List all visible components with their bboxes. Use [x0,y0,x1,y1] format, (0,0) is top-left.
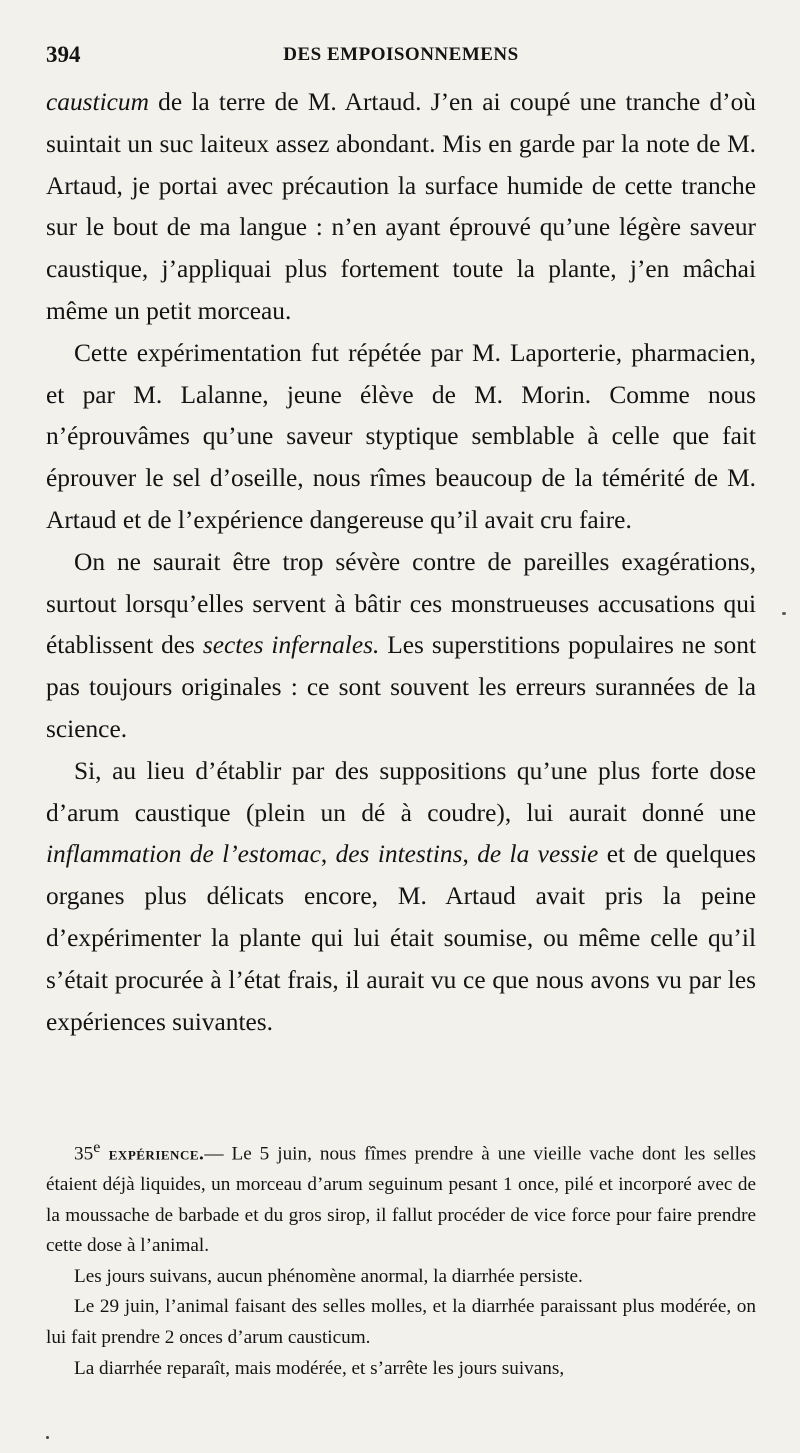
italic-term: sectes infernales. [202,631,380,660]
paragraph-1 [46,82,756,333]
note-paragraph: Le 29 juin, l’animal faisant des selles molles, et la diarrhée paraissant plus modérée, on lui fait prendre 2 onces d’arum causticum. [46,1296,756,1348]
note-paragraph: La diarrhée reparaît, mais modérée, et s’arrête les jours suivans, [74,1357,565,1379]
paragraph-text: Les superstitions populaires ne sont pas toujours originales : ce sont souvent les erreurs surannées de la science. [46,631,757,743]
paragraph-text: On ne saurait être trop sévère contre de pareilles exagérations, surtout lorsqu’elles servent à bâtir ces monstrueuses accusations qui établissent des [46,547,756,660]
experiment-35 [46,1133,756,1262]
paragraph-2: Cette expérimentation fut répétée par M. Laporterie, pharmacien, et par M. Lalanne, jeune élève de M. Morin. Comme nous n’éprouvâmes qu’une saveur styptique semblable à celle que fait éprouver le sel d’oseille, nous rîmes beaucoup de la témérité de M. Artaud et de l’expérience dangereuse qu’il avait cru faire. [46,338,756,534]
running-title: DES EMPOISONNEMENS [283,44,519,65]
paragraph-text: , [320,840,336,869]
ink-speck [46,1436,49,1439]
italic-term: causticum [46,88,149,116]
paragraph-text: Si, au lieu d’établir par des suppositions qu’une plus forte dose d’arum caustique (plein un dé à coudre), lui aurait donné une [46,756,756,827]
experiment-notes [46,1133,756,1384]
paragraph-3 [46,542,756,751]
dash: — [204,1143,232,1165]
italic-term: inflammation de l’estomac [46,840,321,869]
paragraph-text: de la terre de M. Artaud. J’en ai coupé une tranche d’où suintait un suc laiteux assez abondant. Mis en garde par la note de M. Artaud, je portai avec précaution la surface humide de cette tranche sur le bout de ma langue : n’en ayant éprouvé qu’une légère saveur caustique, j’appliquai plus fortement toute la plante, j’en mâchai même un petit morceau. [46,88,756,325]
experiment-label: expérience. [100,1143,205,1165]
italic-term: de la vessie [477,840,599,869]
note-paragraph: Les jours suivans, aucun phénomène anormal, la diarrhée persiste. [74,1265,583,1287]
paragraph-text: et de quelques organes plus délicats encore, M. Artaud avait pris la peine d’expérimenter la plante qui lui était soumise, ou même celle qu’il s’était procurée à l’état frais, il aurait vu ce que nous avons vu par les expériences suivantes. [46,840,756,1036]
ordinal-suffix: e [93,1139,101,1156]
page-header [46,42,756,76]
paragraph-4 [46,751,756,1044]
experiment-number: 35 [74,1143,94,1165]
ink-speck [782,612,786,615]
experiment-text: Le 5 juin, nous fîmes prendre à une vieille vache dont les selles étaient déjà liquides, un morceau d’arum seguinum pesant 1 once, pilé et incorporé avec de la moussache de barbade et du gros sirop, il fallut procéder de vice force pour faire prendre cette dose à l’animal. [46,1143,756,1257]
main-text [46,82,756,1043]
italic-term: des intestins [335,840,463,869]
paragraph-text: , [462,840,478,869]
page-number: 394 [46,42,81,67]
